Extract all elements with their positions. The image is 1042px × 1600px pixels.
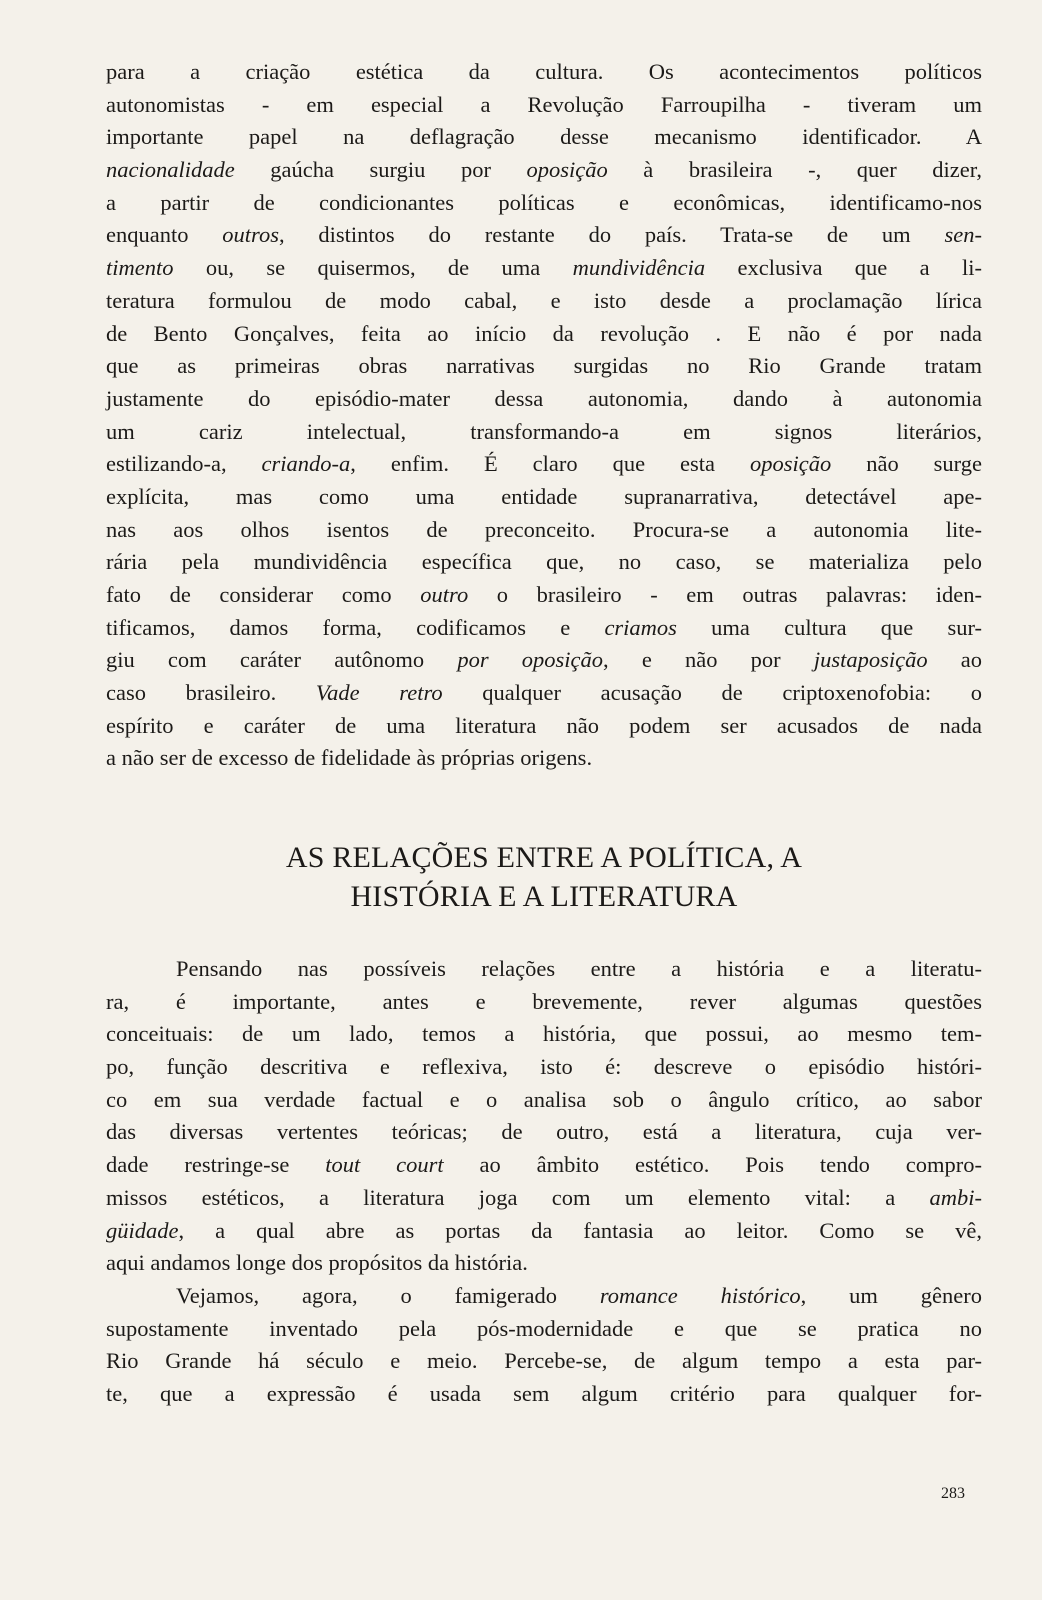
text-run: para a criação estética da cultura. Os acontecimentos políticos bbox=[106, 59, 982, 84]
text-run: ao bbox=[927, 647, 982, 673]
text-run: importante papel na deflagração desse mecanismo identificador. A bbox=[106, 124, 982, 150]
text-run: justamente do episódio-mater dessa autonomia, dando à autonomia bbox=[106, 385, 982, 411]
text-run: te, que a expressão é usada sem algum critério para qualquer for- bbox=[106, 1380, 982, 1406]
italic-text: criando-a bbox=[261, 451, 351, 477]
text-run: a não ser de excesso de fidelidade às próprias origens. bbox=[106, 745, 593, 771]
text-run: rária pela mundividência específica que, no caso, se materializa pelo bbox=[106, 549, 982, 575]
italic-text: Vade retro bbox=[315, 680, 443, 706]
text-line bbox=[106, 252, 982, 285]
text-run: ra, é importante, antes e brevemente, rever algumas questões bbox=[106, 988, 982, 1014]
text-run: co em sua verdade factual e o analisa sob o ângulo crítico, ao sabor bbox=[106, 1086, 982, 1112]
text-line bbox=[106, 1084, 982, 1117]
text-line bbox=[106, 742, 982, 775]
paragraph-opening bbox=[106, 56, 982, 775]
italic-text: por oposição bbox=[457, 647, 604, 673]
text-run: ao âmbito estético. Pois tendo compro- bbox=[443, 1152, 982, 1178]
text-run: não surge bbox=[831, 451, 982, 477]
text-line bbox=[106, 285, 982, 318]
text-run: aqui andamos longe dos propósitos da história. bbox=[106, 1250, 528, 1276]
text-run: autonomistas - em especial a Revolução Farroupilha - tiveram um bbox=[106, 91, 982, 117]
italic-text: mundividência bbox=[572, 255, 706, 281]
text-run: , e não por bbox=[603, 647, 814, 673]
text-run: Pensando nas possíveis relações entre a história e a literatu- bbox=[176, 956, 982, 981]
text-run: , enfim. É claro que esta bbox=[350, 451, 750, 477]
text-run: giu com caráter autônomo bbox=[106, 647, 458, 673]
text-run: o brasileiro - em outras palavras: iden- bbox=[468, 582, 982, 607]
text-line bbox=[106, 187, 982, 220]
text-line bbox=[106, 612, 982, 645]
text-line bbox=[106, 1182, 982, 1215]
text-run: explícita, mas como uma entidade supranarrativa, detectável ape- bbox=[106, 483, 982, 509]
text-line bbox=[106, 1313, 982, 1346]
text-line bbox=[106, 710, 982, 743]
text-run: caso brasileiro. bbox=[106, 680, 316, 706]
text-run: fato de considerar como bbox=[106, 582, 421, 607]
text-run: exclusiva que a li- bbox=[705, 255, 982, 281]
section-heading bbox=[106, 838, 982, 916]
text-run: ou, se quisermos, de uma bbox=[173, 255, 573, 281]
text-run: tificamos, damos forma, codificamos e bbox=[106, 614, 605, 640]
text-run: qualquer acusação de criptoxenofobia: o bbox=[442, 680, 982, 706]
text-run: , a qual abre as portas da fantasia ao leitor. Como se vê, bbox=[178, 1217, 982, 1243]
text-line bbox=[106, 1149, 982, 1182]
text-line bbox=[106, 1378, 982, 1411]
italic-text: criamos bbox=[604, 614, 677, 640]
text-line bbox=[106, 546, 982, 579]
text-line bbox=[106, 448, 982, 481]
text-line bbox=[106, 318, 982, 351]
text-line bbox=[106, 481, 982, 514]
italic-text: outro bbox=[420, 582, 469, 607]
text-run: à brasileira -, quer dizer, bbox=[607, 157, 982, 183]
italic-text: oposição bbox=[526, 157, 608, 183]
italic-text: outros bbox=[222, 222, 279, 248]
text-run: das diversas vertentes teóricas; de outro, está a literatura, cuja ver- bbox=[106, 1119, 982, 1145]
text-run: estilizando-a, bbox=[106, 451, 262, 477]
italic-text: oposição bbox=[750, 451, 832, 477]
text-line bbox=[106, 1280, 982, 1313]
text-run: , distintos do restante do país. Trata-se de um bbox=[278, 222, 945, 248]
text-line bbox=[106, 677, 982, 710]
text-line bbox=[106, 416, 982, 449]
text-line bbox=[106, 1247, 982, 1280]
text-run: Vejamos, agora, o famigerado bbox=[176, 1282, 600, 1308]
text-run: a partir de condicionantes políticas e econômicas, identificamo-nos bbox=[106, 189, 982, 215]
italic-text: güidade bbox=[106, 1217, 179, 1243]
text-line bbox=[106, 154, 982, 187]
text-line bbox=[106, 1345, 982, 1378]
section-body bbox=[106, 953, 982, 1411]
text-line bbox=[106, 1116, 982, 1149]
text-line bbox=[106, 514, 982, 547]
text-run: supostamente inventado pela pós-modernidade e que se pratica no bbox=[106, 1315, 982, 1341]
text-run: um cariz intelectual, transformando-a em signos literários, bbox=[106, 418, 982, 444]
italic-text: nacionalidade bbox=[106, 157, 235, 183]
text-line bbox=[106, 121, 982, 154]
text-run: teratura formulou de modo cabal, e isto desde a proclamação lírica bbox=[106, 287, 982, 313]
text-run: conceituais: de um lado, temos a história, que possui, ao mesmo tem- bbox=[106, 1021, 982, 1047]
text-run: nas aos olhos isentos de preconceito. Procura-se a autonomia lite- bbox=[106, 516, 982, 542]
italic-text: romance histórico bbox=[599, 1282, 801, 1308]
text-line bbox=[106, 1018, 982, 1051]
text-line bbox=[106, 89, 982, 122]
italic-text: tout court bbox=[325, 1152, 444, 1178]
text-run: , um gênero bbox=[800, 1282, 983, 1308]
text-line bbox=[106, 383, 982, 416]
text-run: de Bento Gonçalves, feita ao início da revolução . E não é por nada bbox=[106, 320, 982, 346]
italic-text: ambi- bbox=[929, 1184, 982, 1210]
text-line bbox=[106, 579, 982, 612]
section-heading-line-1: AS RELAÇÕES ENTRE A POLÍTICA, A bbox=[285, 841, 803, 874]
text-run: po, função descritiva e reflexiva, isto é: descreve o episódio históri- bbox=[106, 1054, 982, 1080]
text-run: dade restringe-se bbox=[106, 1152, 326, 1178]
italic-text: sen- bbox=[944, 222, 982, 248]
page-number: 283 bbox=[941, 1485, 965, 1502]
text-run: uma cultura que sur- bbox=[676, 614, 982, 640]
text-line bbox=[106, 219, 982, 252]
text-run: Rio Grande há século e meio. Percebe-se, de algum tempo a esta par- bbox=[106, 1348, 982, 1374]
text-run: enquanto bbox=[106, 222, 223, 248]
text-line bbox=[106, 350, 982, 383]
text-line bbox=[106, 56, 982, 89]
italic-text: timento bbox=[106, 255, 174, 281]
text-run: missos estéticos, a literatura joga com um elemento vital: a bbox=[106, 1184, 930, 1210]
text-line bbox=[106, 1215, 982, 1248]
text-line bbox=[106, 986, 982, 1019]
text-run: gaúcha surgiu por bbox=[234, 157, 527, 183]
text-run: que as primeiras obras narrativas surgidas no Rio Grande tratam bbox=[106, 353, 982, 379]
italic-text: justaposição bbox=[813, 647, 928, 673]
section-heading-line-2: HISTÓRIA E A LITERATURA bbox=[350, 880, 738, 913]
text-run: espírito e caráter de uma literatura não podem ser acusados de nada bbox=[106, 712, 982, 738]
text-line bbox=[106, 953, 982, 986]
text-line bbox=[106, 644, 982, 677]
text-line bbox=[106, 1051, 982, 1084]
